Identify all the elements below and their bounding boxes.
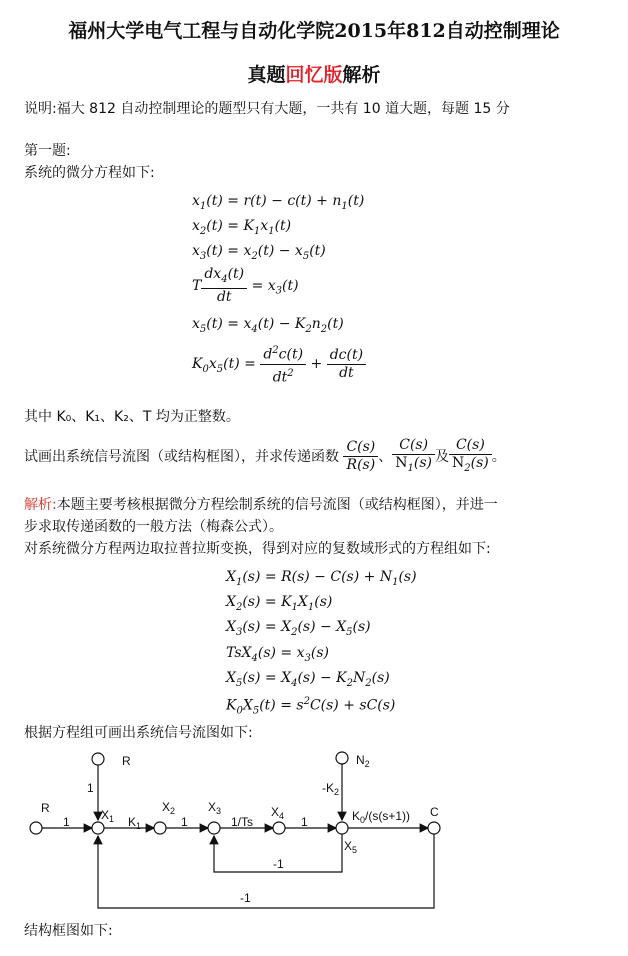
equation: $x_2(t) = K_1x_1(t)$ <box>192 218 292 237</box>
label-r-left: R <box>41 801 50 815</box>
label-r-top: R <box>122 754 131 768</box>
gain-x5-x3: -1 <box>273 857 284 871</box>
doc-title-line2 <box>0 60 628 87</box>
node-c <box>428 822 440 834</box>
equation: $TsX_4(s) = x_3(s)$ <box>226 645 329 664</box>
equation: T $\frac{dx_4(t)}{dt}$ = $x_3(t)$ <box>192 266 299 305</box>
analysis-line3: 对系统微分方程两边取拉普拉斯变换，得到对应的复数域形式的方程组如下: <box>24 541 491 557</box>
task-and: 及 <box>435 448 450 465</box>
question-desc: 系统的微分方程如下: <box>24 165 155 181</box>
flowgraph-intro: 根据方程组可画出系统信号流图如下: <box>24 725 253 741</box>
node-x5 <box>336 822 348 834</box>
gain-x3-x4: 1/Ts <box>231 815 254 829</box>
gain-n2-x5: $-K_2$ <box>322 781 340 797</box>
tf-c-over-n2: $\frac{C(s)}{N_2(s)}$ <box>449 449 492 465</box>
equation: $K_0X_5(t) = s^2C(s) + sC(s)$ <box>226 696 396 717</box>
task-statement <box>24 437 506 477</box>
node-x3 <box>208 822 220 834</box>
gain-rtop-x1: 1 <box>87 781 94 795</box>
question-heading: 第一题: <box>24 143 71 159</box>
gain-c-x1: -1 <box>240 891 251 905</box>
equation: $K_0x_5(t)$ = $\frac{d^2c(t)}{dt^2}$ + $\frac{dc(t)}{dt}$ <box>192 342 366 386</box>
label-x3: $X_3$ <box>208 800 222 816</box>
equation: $x_1(t) = r(t) - c(t) + n_1(t)$ <box>192 193 365 212</box>
gain-r-x1: 1 <box>63 815 70 829</box>
equation: $X_1(s) = R(s) - C(s) + N_1(s)$ <box>226 569 417 588</box>
equation: $X_2(s) = K_1X_1(s)$ <box>226 594 333 613</box>
equation: $x_3(t) = x_2(t) - x_5(t)$ <box>192 243 326 262</box>
equation: $X_3(s) = X_2(s) - X_5(s)$ <box>226 619 371 638</box>
task-text: 试画出系统信号流图（或结构框图），并求传递函数 <box>24 448 339 465</box>
analysis-label: 解析: <box>24 497 57 513</box>
label-x2: $X_2$ <box>162 800 176 816</box>
task-end: 。 <box>491 448 506 465</box>
signal-flow-graph <box>0 740 628 920</box>
node-n2 <box>336 752 348 764</box>
node-r-left <box>30 822 42 834</box>
node-x4 <box>273 822 285 834</box>
label-x4: $X_4$ <box>271 805 285 821</box>
label-n2: $N_2$ <box>356 753 370 769</box>
analysis-line2: 步求取传递函数的一般方法（梅森公式）。 <box>24 519 283 535</box>
analysis-text1: 本题主要考核根据微分方程绘制系统的信号流图（或结构框图），并进一 <box>56 497 498 513</box>
doc-title-line1: 福州大学电气工程与自动化学院2015年812自动控制理论 <box>68 20 560 42</box>
gain-x2-x3: 1 <box>181 815 188 829</box>
equation: $x_5(t) = x_4(t) - K_2n_2(t)$ <box>192 316 344 335</box>
node-x1 <box>92 822 104 834</box>
label-x5: $X_5$ <box>344 839 358 855</box>
block-diagram-intro: 结构框图如下: <box>24 923 113 939</box>
title-suffix: 解析 <box>342 64 381 86</box>
tf-c-over-n1: $\frac{C(s)}{N_1(s)}$ <box>392 449 435 465</box>
gain-x4-x5: 1 <box>301 815 308 829</box>
intro-note: 说明:福大 812 自动控制理论的题型只有大题，一共有 10 道大题，每题 15 分 <box>24 101 510 117</box>
label-c: C <box>430 805 439 819</box>
node-r-top <box>92 753 104 765</box>
gain-x1-x2: $K_1$ <box>128 815 142 831</box>
constants-note: 其中 K₀、K₁、K₂、T 均为正整数。 <box>24 409 240 425</box>
tf-c-over-r: $\frac{C(s)}{R(s)}$ <box>343 449 378 465</box>
title-prefix: 真题 <box>247 64 286 86</box>
title-highlight: 回忆版 <box>285 64 343 86</box>
analysis-line1 <box>24 494 498 514</box>
equation: $X_5(s) = X_4(s) - K_2N_2(s)$ <box>226 670 390 689</box>
node-x2 <box>154 822 166 834</box>
label-x1: $X_1$ <box>101 808 115 824</box>
gain-x5-c: $K_0/(s(s+1))$ <box>352 809 411 825</box>
task-sep: 、 <box>378 448 393 465</box>
